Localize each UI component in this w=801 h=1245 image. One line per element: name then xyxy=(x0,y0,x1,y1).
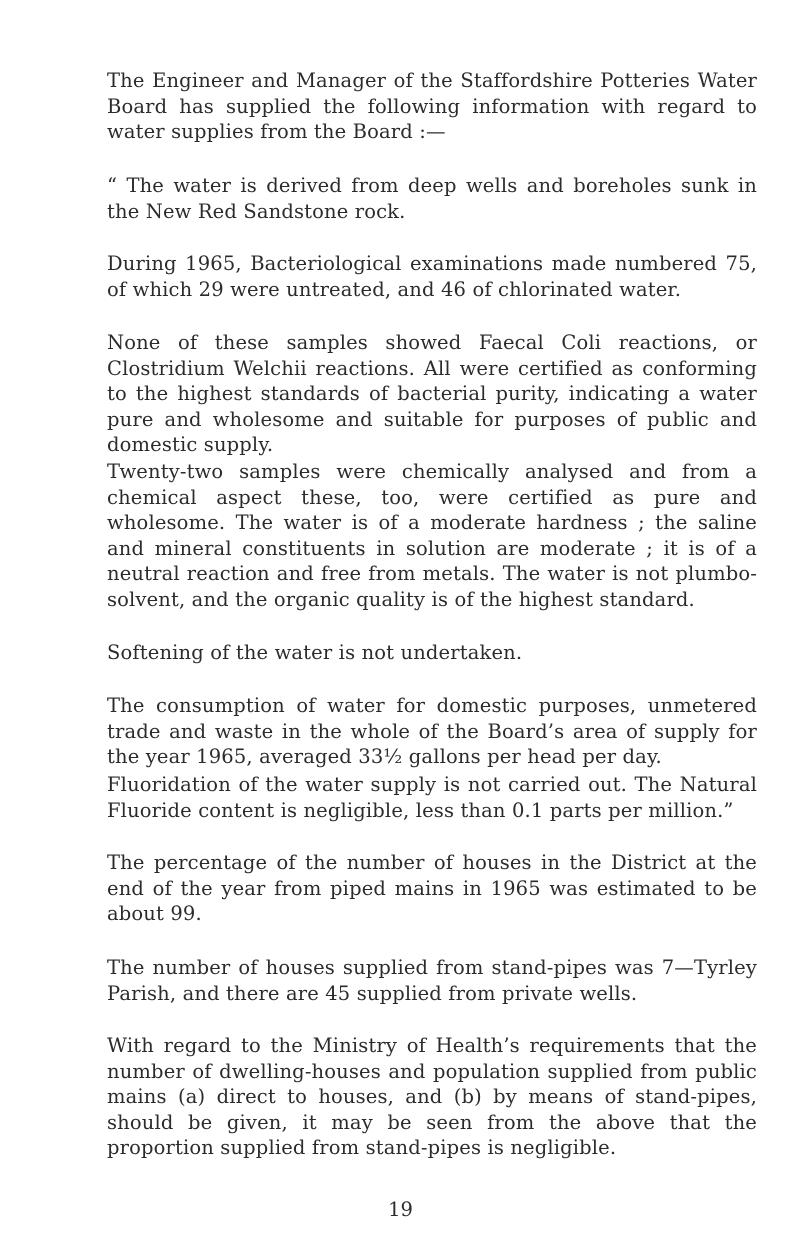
paragraph-bacteriological: During 1965, Bacteriological examinations made numbered 75, of which 29 were untreated, and 46 of chlorinated water. xyxy=(107,252,757,301)
paragraph-intro: The Engineer and Manager of the Staffordshire Potteries Water Board has supplied the following information with regard to water supplies from the Board :— xyxy=(107,69,757,143)
paragraph-piped-mains: The percentage of the number of houses in the District at the end of the year from piped mains in 1965 was estimated to be about 99. xyxy=(107,851,757,925)
paragraph-water-source: “ The water is derived from deep wells and boreholes sunk in the New Red Sandstone rock. xyxy=(107,174,757,223)
paragraph-fluoridation: Fluoridation of the water supply is not carried out. The Natural Fluoride content is negligible, less than 0.1 parts per million.” xyxy=(107,773,757,822)
paragraph-ministry-requirements: With regard to the Ministry of Health’s requirements that the number of dwelling-houses and population supplied from public mains (a) direct to houses, and (b) by means of stand-pipes, should be given, it may be seen from the above that the proportion supplied from stand-pipes is negligible. xyxy=(107,1034,757,1159)
paragraph-purity: None of these samples showed Faecal Coli reactions, or Clostridium Welchii reactions. All were certified as conforming to the highest standards of bacterial purity, indicating a water pure and wholesome and suitable for purposes of public and domestic supply. xyxy=(107,331,757,456)
paragraph-stand-pipes: The number of houses supplied from stand-pipes was 7—Tyrley Parish, and there are 45 supplied from private wells. xyxy=(107,956,757,1005)
paragraph-softening: Softening of the water is not undertaken. xyxy=(107,641,523,664)
paragraph-chemical-analysis: Twenty-two samples were chemically analysed and from a chemical aspect these, too, were certified as pure and wholesome. The water is of a moderate hardness ; the saline and mineral constituents in solution are moderate ; it is of a neutral reaction and free from metals. The water is not plumbo-solvent, and the organic quality is of the highest standard. xyxy=(107,460,757,611)
paragraph-consumption: The consumption of water for domestic purposes, unmetered trade and waste in the whole of the Board’s area of supply for the year 1965, averaged 33½ gallons per head per day. xyxy=(107,694,757,768)
page-number: 19 xyxy=(388,1198,413,1221)
